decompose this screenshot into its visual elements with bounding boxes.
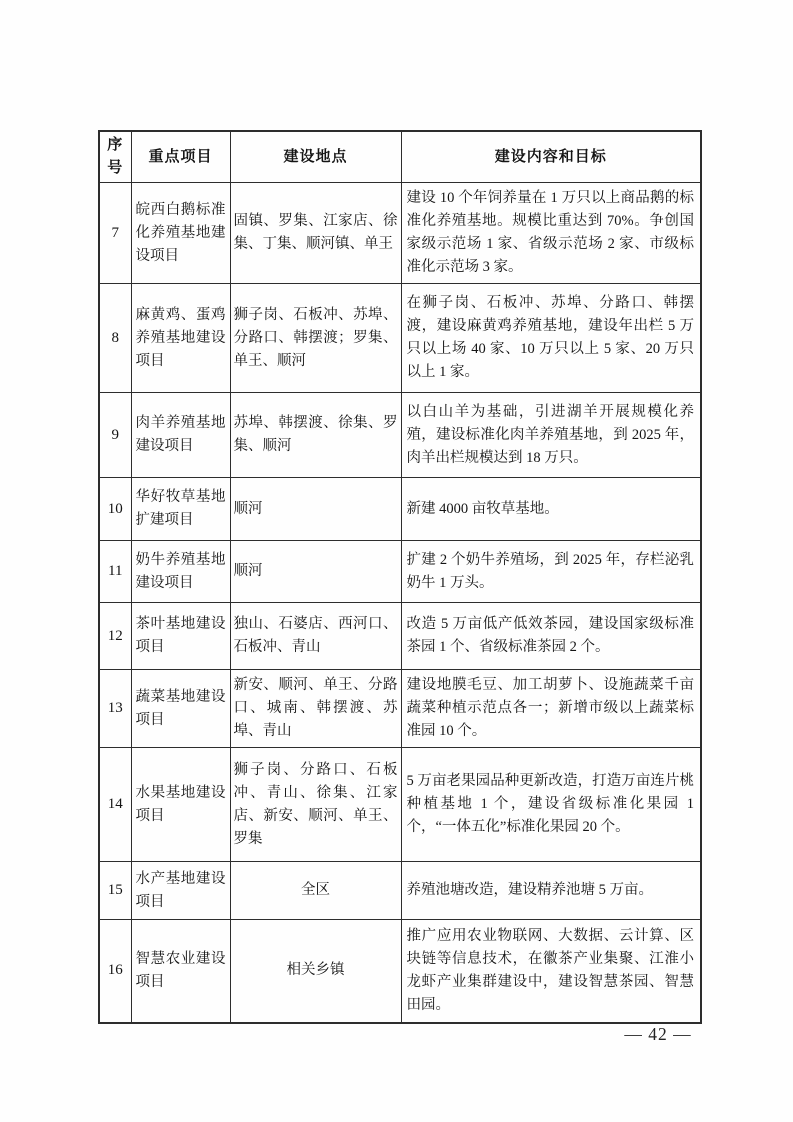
- location-cell: 狮子岗、分路口、石板冲、青山、徐集、江家店、新安、顺河、单王、罗集: [230, 748, 401, 862]
- project-name-cell: 水产基地建设项目: [131, 862, 230, 920]
- table-row: [99, 183, 701, 284]
- row-index: 14: [99, 748, 131, 862]
- row-index: 16: [99, 920, 131, 1023]
- content-goal-cell: 在狮子岗、石板冲、苏埠、分路口、韩摆渡，建设麻黄鸡养殖基地，建设年出栏 5 万只以上场 40 家、10 万只以上 5 家、20 万只以上 1 家。: [401, 284, 701, 393]
- page-number: — 42 —: [624, 1024, 692, 1044]
- row-index: 8: [99, 284, 131, 393]
- content-goal-cell: 扩建 2 个奶牛养殖场，到 2025 年，存栏泌乳奶牛 1 万头。: [401, 541, 701, 603]
- content-goal-cell: 改造 5 万亩低产低效茶园，建设国家级标准茶园 1 个、省级标准茶园 2 个。: [401, 603, 701, 670]
- content-goal-cell: 以白山羊为基础，引进湖羊开展规模化养殖，建设标准化肉羊养殖基地，到 2025 年，肉羊出栏规模达到 18 万只。: [401, 393, 701, 478]
- location-cell: 新安、顺河、单王、分路口、城南、韩摆渡、苏埠、青山: [230, 670, 401, 748]
- column-header-project: 重点项目: [131, 131, 230, 183]
- location-cell: 顺河: [230, 478, 401, 541]
- table-row: [99, 920, 701, 1023]
- table-row: [99, 393, 701, 478]
- row-index: 15: [99, 862, 131, 920]
- project-name-cell: 智慧农业建设项目: [131, 920, 230, 1023]
- row-index: 7: [99, 183, 131, 284]
- location-cell: 全区: [230, 862, 401, 920]
- project-name-cell: 肉羊养殖基地建设项目: [131, 393, 230, 478]
- location-cell: 顺河: [230, 541, 401, 603]
- table-row: [99, 541, 701, 603]
- row-index: 9: [99, 393, 131, 478]
- location-cell: 独山、石婆店、西河口、石板冲、青山: [230, 603, 401, 670]
- column-header-content: 建设内容和目标: [401, 131, 701, 183]
- column-header-no: 序号: [99, 131, 131, 183]
- table-row: [99, 748, 701, 862]
- table-row: [99, 478, 701, 541]
- table-header-row: [99, 131, 701, 183]
- project-name-cell: 华好牧草基地扩建项目: [131, 478, 230, 541]
- content-goal-cell: 5 万亩老果园品种更新改造，打造万亩连片桃种植基地 1 个，建设省级标准化果园 1 个，“一体五化”标准化果园 20 个。: [401, 748, 701, 862]
- table-row: [99, 603, 701, 670]
- project-name-cell: 麻黄鸡、蛋鸡养殖基地建设项目: [131, 284, 230, 393]
- content-goal-cell: 新建 4000 亩牧草基地。: [401, 478, 701, 541]
- row-index: 10: [99, 478, 131, 541]
- location-cell: 相关乡镇: [230, 920, 401, 1023]
- location-cell: 苏埠、韩摆渡、徐集、罗集、顺河: [230, 393, 401, 478]
- content-goal-cell: 养殖池塘改造，建设精养池塘 5 万亩。: [401, 862, 701, 920]
- key-projects-table: [98, 130, 702, 1024]
- table-row: [99, 284, 701, 393]
- row-index: 12: [99, 603, 131, 670]
- project-name-cell: 茶叶基地建设项目: [131, 603, 230, 670]
- project-name-cell: 奶牛养殖基地建设项目: [131, 541, 230, 603]
- row-index: 13: [99, 670, 131, 748]
- content-goal-cell: 推广应用农业物联网、大数据、云计算、区块链等信息技术，在徽茶产业集聚、江淮小龙虾产业集群建设中，建设智慧茶园、智慧田园。: [401, 920, 701, 1023]
- project-name-cell: 皖西白鹅标准化养殖基地建设项目: [131, 183, 230, 284]
- column-header-location: 建设地点: [230, 131, 401, 183]
- content-goal-cell: 建设 10 个年饲养量在 1 万只以上商品鹅的标准化养殖基地。规模比重达到 70%。争创国家级示范场 1 家、省级示范场 2 家、市级标准化示范场 3 家。: [401, 183, 701, 284]
- table-row: [99, 862, 701, 920]
- location-cell: 固镇、罗集、江家店、徐集、丁集、顺河镇、单王: [230, 183, 401, 284]
- content-goal-cell: 建设地膜毛豆、加工胡萝卜、设施蔬菜千亩蔬菜种植示范点各一；新增市级以上蔬菜标准园 10 个。: [401, 670, 701, 748]
- table-row: [99, 670, 701, 748]
- row-index: 11: [99, 541, 131, 603]
- project-name-cell: 蔬菜基地建设项目: [131, 670, 230, 748]
- project-name-cell: 水果基地建设项目: [131, 748, 230, 862]
- location-cell: 狮子岗、石板冲、苏埠、分路口、韩摆渡；罗集、单王、顺河: [230, 284, 401, 393]
